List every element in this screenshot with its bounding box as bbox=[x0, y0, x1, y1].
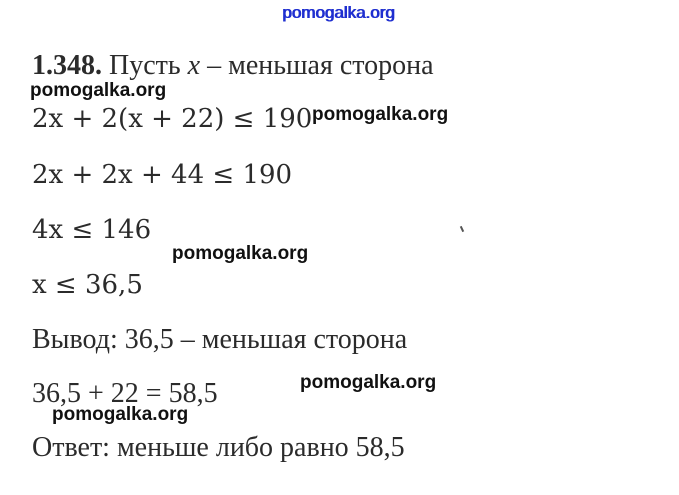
answer-text: Ответ: меньше либо равно 58,5 bbox=[32, 432, 405, 463]
problem-intro-after: – меньшая сторона bbox=[200, 50, 434, 81]
watermark-top: pomogalka.org bbox=[282, 3, 395, 22]
problem-number: 1.348. bbox=[32, 50, 102, 81]
watermark-5: pomogalka.org bbox=[52, 404, 189, 425]
equation-step-4: x ≤ 36,5 bbox=[32, 270, 143, 300]
watermark-3: pomogalka.org bbox=[172, 243, 309, 264]
watermark-4: pomogalka.org bbox=[300, 372, 437, 393]
watermark-1: pomogalka.org bbox=[30, 80, 167, 101]
problem-variable: x bbox=[187, 50, 201, 81]
conclusion-text: Вывод: 36,5 – меньшая сторона bbox=[32, 324, 408, 355]
problem-heading bbox=[32, 50, 434, 82]
calculation-text: 36,5 + 22 = 58,5 bbox=[32, 378, 218, 409]
equation-step-1: 2x + 2(x + 22) ≤ 190 bbox=[32, 104, 313, 134]
problem-intro-before: Пусть bbox=[109, 50, 188, 81]
stray-mark bbox=[460, 226, 464, 232]
equation-step-2: 2x + 2x + 44 ≤ 190 bbox=[32, 160, 293, 190]
equation-step-3: 4x ≤ 146 bbox=[32, 215, 152, 245]
watermark-2: pomogalka.org bbox=[312, 104, 449, 125]
